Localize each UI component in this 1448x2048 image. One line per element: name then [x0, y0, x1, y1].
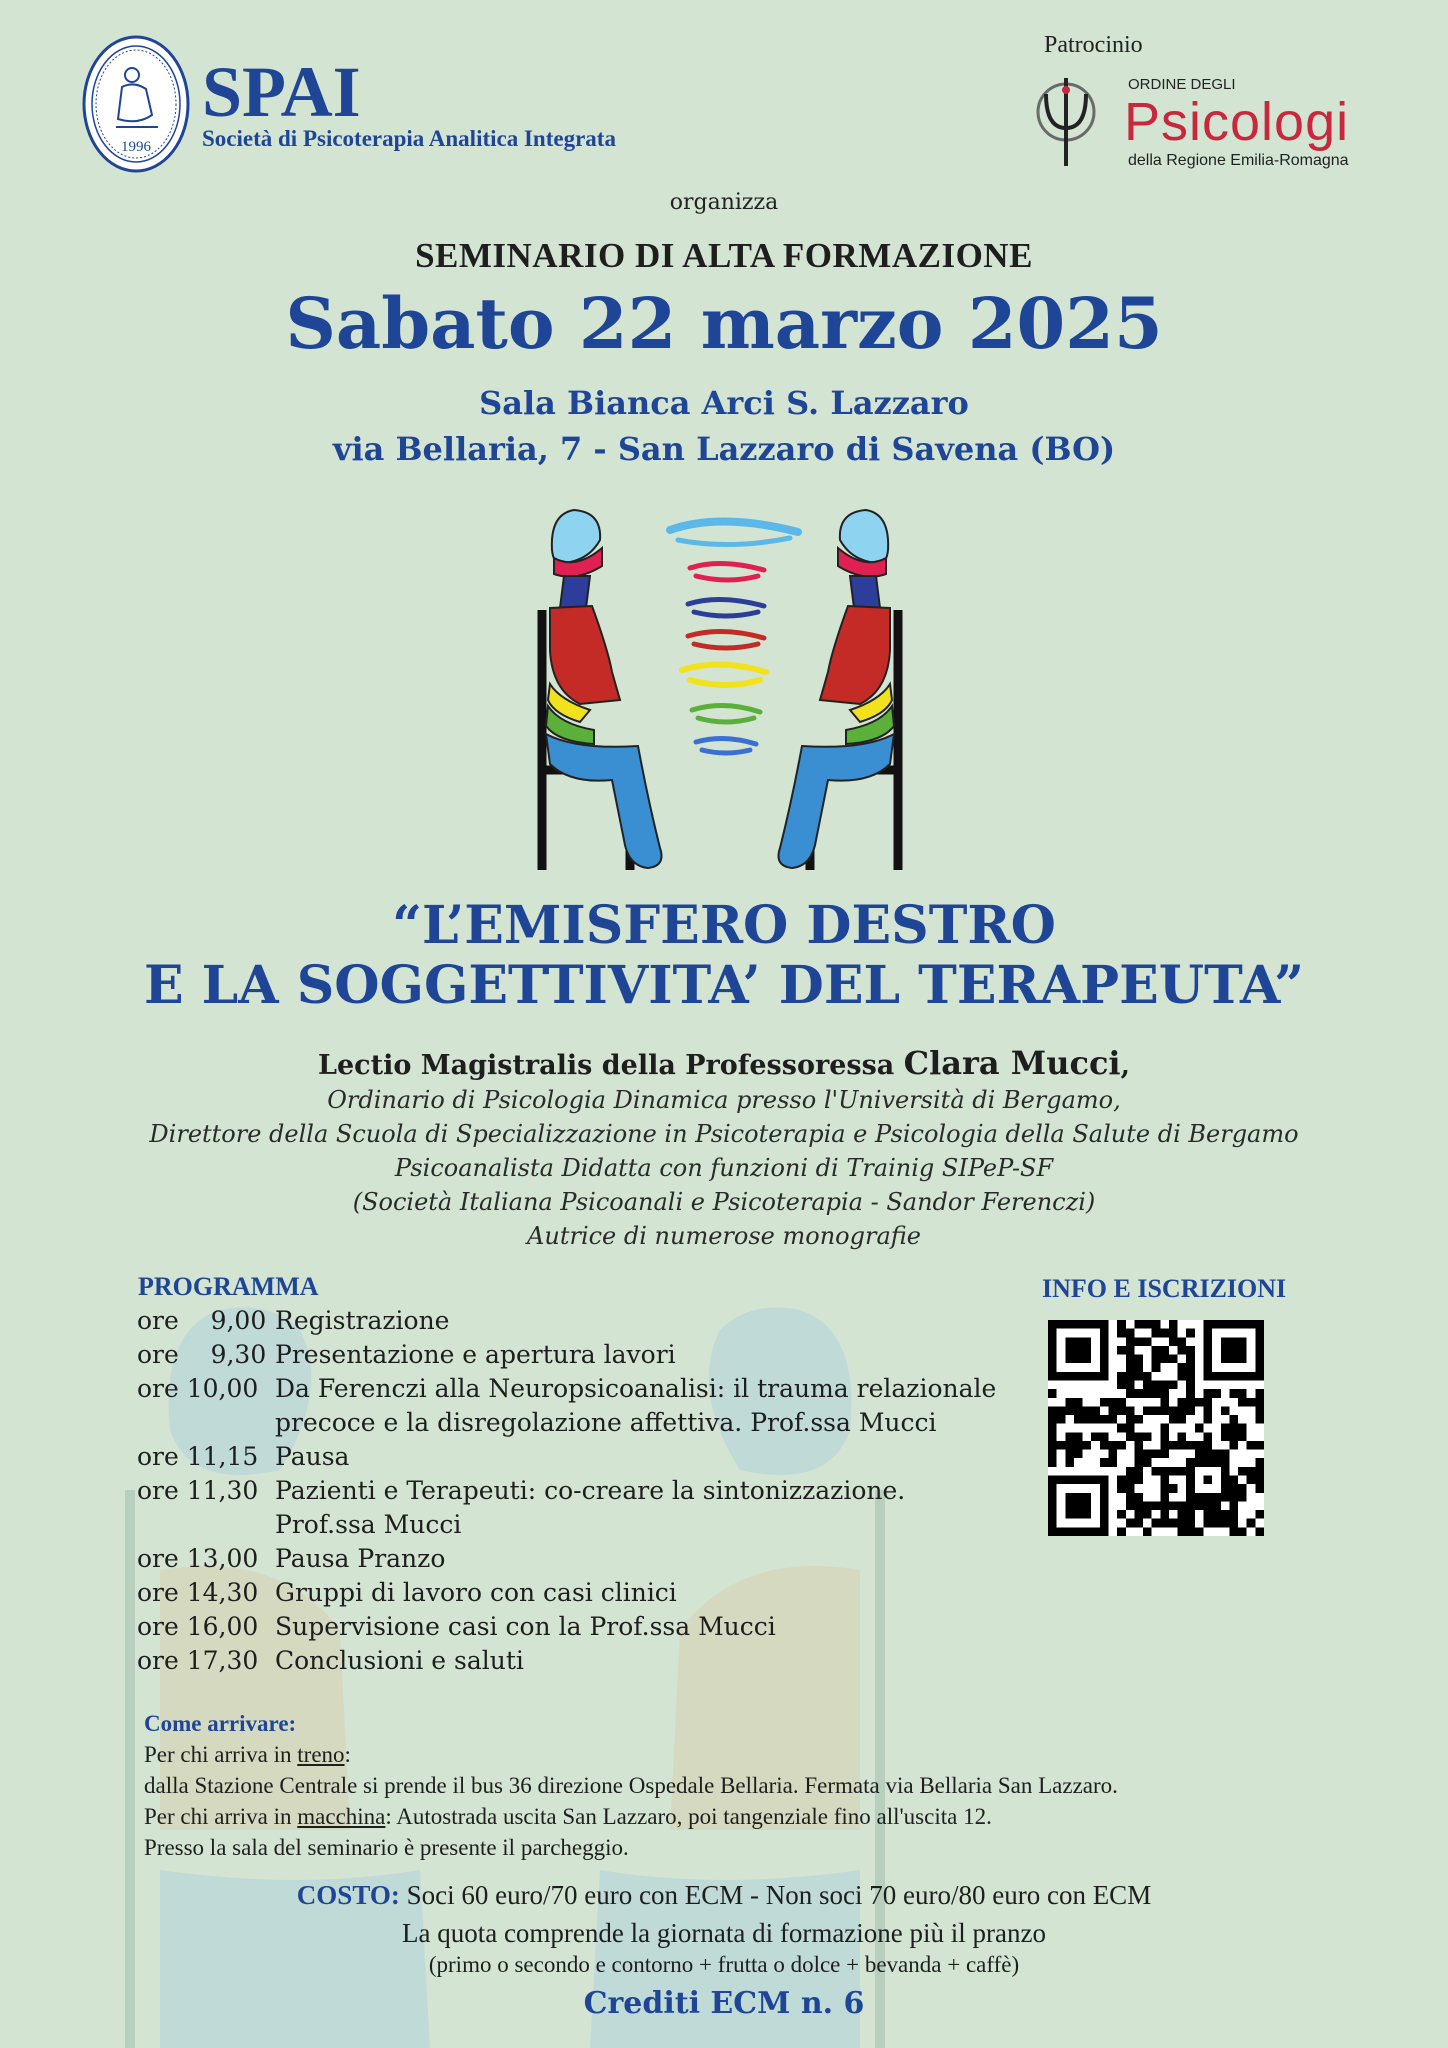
exchange-arrows	[670, 521, 798, 753]
schedule-desc: Registrazione	[275, 1306, 450, 1335]
directions-heading: Come arrivare:	[144, 1711, 297, 1736]
schedule-row	[137, 1440, 1035, 1474]
seminar-type: SEMINARIO DI ALTA FORMAZIONE	[415, 236, 1033, 275]
left-seated-figure	[542, 510, 662, 870]
directions-block	[144, 1708, 1118, 1863]
lectio-prefix: Lectio Magistralis della Professoressa	[318, 1050, 904, 1081]
patron-region: della Regione Emilia-Romagna	[1128, 152, 1349, 169]
event-date: Sabato 22 marzo 2025	[285, 282, 1163, 365]
schedule-desc: Pazienti e Terapeuti: co-creare la sintonizzazione. Prof.ssa Mucci	[275, 1476, 906, 1539]
schedule-desc: Supervisione casi con la Prof.ssa Mucci	[275, 1612, 776, 1641]
schedule-desc: Presentazione e apertura lavori	[275, 1340, 676, 1369]
psi-logo	[1032, 70, 1100, 168]
cost-line	[0, 1880, 1448, 1911]
org-name: Società di Psicoterapia Analitica Integrata	[202, 126, 616, 151]
speaker-bio-line: Ordinario di Psicologia Dinamica presso l'Università di Bergamo,	[327, 1086, 1121, 1114]
schedule-desc: Pausa Pranzo	[275, 1544, 446, 1573]
directions-train-detail: dalla Stazione Centrale si prende il bus 36 direzione Ospedale Bellaria. Fermata via Bellaria San Lazzaro.	[144, 1773, 1118, 1798]
ecm-credits: Crediti ECM n. 6	[583, 1986, 865, 2021]
qr-code[interactable]	[1042, 1320, 1270, 1536]
patron-name: Psicologi	[1124, 92, 1350, 152]
cost-includes-detail: (primo o secondo e contorno + frutta o dolce + bevanda + caffè)	[428, 1952, 1020, 1977]
schedule-row	[137, 1338, 1035, 1372]
cost-label: COSTO:	[296, 1880, 400, 1910]
schedule-desc: Conclusioni e saluti	[275, 1646, 524, 1675]
schedule-row	[137, 1644, 1035, 1678]
venue-address: via Bellaria, 7 - San Lazzaro di Savena (BO)	[332, 430, 1116, 468]
schedule-row	[137, 1474, 1035, 1542]
schedule-row	[137, 1576, 1035, 1610]
lectio-line	[0, 1044, 1448, 1082]
illustration-two-figures	[520, 500, 920, 880]
schedule-time: ore 10,00	[137, 1374, 259, 1403]
schedule-time: ore 11,15	[137, 1442, 259, 1471]
schedule-time: ore 13,00	[137, 1544, 259, 1573]
schedule-time: ore 9,00	[137, 1306, 267, 1335]
speaker-bio-line: Psicoanalista Didatta con funzioni di Trainig SIPeP-SF	[394, 1154, 1054, 1182]
speaker-bio-line: Direttore della Scuola di Specializzazione in Psicoterapia e Psicologia della Salute di Bergamo	[149, 1120, 1299, 1148]
schedule-list	[137, 1304, 1035, 1678]
schedule-desc: Da Ferenczi alla Neuropsicoanalisi: il trauma relazionale precoce e la disregolazione affettiva. Prof.ssa Mucci	[275, 1374, 997, 1437]
lectio-suffix: ,	[1120, 1050, 1130, 1081]
programma-heading: PROGRAMMA	[138, 1272, 319, 1301]
org-acronym: SPAI	[202, 52, 361, 132]
schedule-time: ore 9,30	[137, 1340, 267, 1369]
directions-car	[144, 1801, 1118, 1832]
patronage-label: Patrocinio	[1044, 32, 1143, 58]
svg-text:1996: 1996	[121, 139, 151, 155]
schedule-row	[137, 1304, 1035, 1338]
train-suffix: :	[344, 1742, 351, 1767]
schedule-time: ore 14,30	[137, 1578, 259, 1607]
schedule-row	[137, 1610, 1035, 1644]
patron-line1: ORDINE DEGLI	[1128, 76, 1236, 93]
train-word: treno	[297, 1742, 345, 1767]
schedule-row	[137, 1542, 1035, 1576]
talk-title-line2: E LA SOGGETTIVITA’ DEL TERAPEUTA”	[143, 955, 1305, 1016]
speaker-bio-line: (Società Italiana Psicoanali e Psicoterapia - Sandor Ferenczi)	[352, 1188, 1096, 1216]
directions-parking: Presso la sala del seminario è presente il parcheggio.	[144, 1835, 629, 1860]
schedule-time: ore 11,30	[137, 1476, 259, 1505]
organizza-label: organizza	[669, 190, 779, 215]
speaker-name: Clara Mucci	[903, 1044, 1121, 1082]
spai-logo	[82, 35, 190, 173]
schedule-desc: Pausa	[275, 1442, 350, 1471]
car-suffix: : Autostrada uscita San Lazzaro, poi tangenziale fino all'uscita 12.	[385, 1804, 992, 1829]
train-prefix: Per chi arriva in	[144, 1742, 298, 1767]
directions-train	[144, 1739, 1118, 1770]
car-prefix: Per chi arriva in	[144, 1804, 298, 1829]
talk-title-line1: “L’EMISFERO DESTRO	[392, 895, 1056, 956]
venue-name: Sala Bianca Arci S. Lazzaro	[479, 384, 969, 422]
right-seated-figure	[779, 510, 899, 870]
speaker-bio-line: Autrice di numerose monografie	[527, 1222, 921, 1250]
schedule-time: ore 17,30	[137, 1646, 259, 1675]
schedule-time: ore 16,00	[137, 1612, 259, 1641]
car-word: macchina	[297, 1804, 386, 1829]
cost-includes: La quota comprende la giornata di formazione più il pranzo	[401, 1918, 1046, 1948]
cost-text: Soci 60 euro/70 euro con ECM - Non soci 70 euro/80 euro con ECM	[399, 1880, 1152, 1910]
schedule-row	[137, 1372, 1035, 1440]
schedule-desc: Gruppi di lavoro con casi clinici	[275, 1578, 677, 1607]
info-heading: INFO E ISCRIZIONI	[1042, 1274, 1287, 1303]
